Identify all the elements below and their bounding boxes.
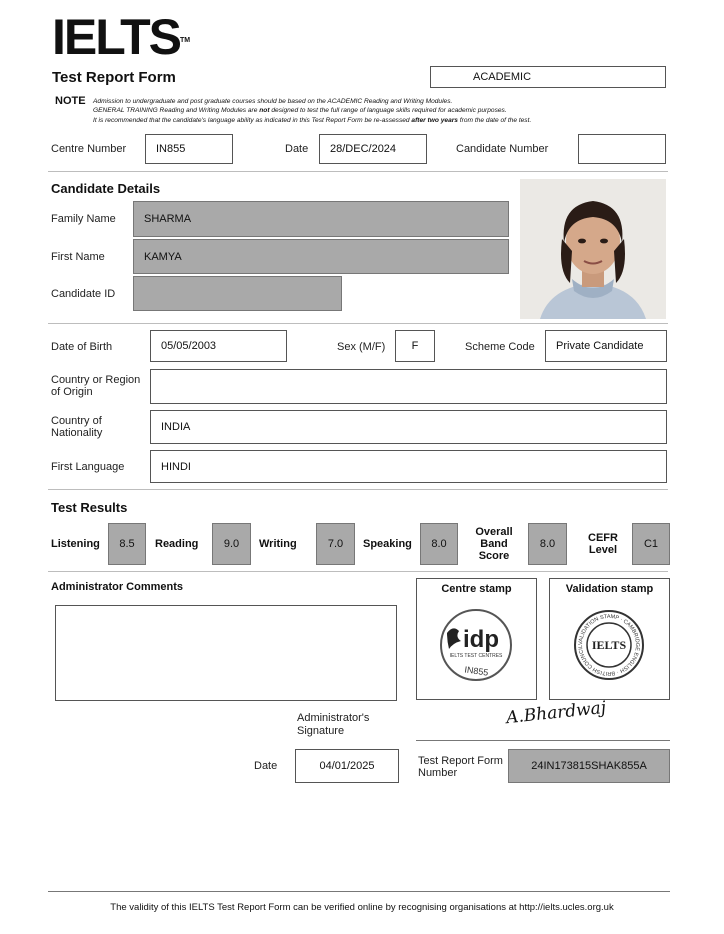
trf-number-label: Test Report Form Number xyxy=(418,755,503,779)
validation-stamp-box xyxy=(549,578,670,700)
listening-label: Listening xyxy=(51,538,100,550)
svg-text:IN855: IN855 xyxy=(463,664,490,678)
first-language-label: First Language xyxy=(51,461,125,473)
reading-label: Reading xyxy=(155,538,199,550)
divider xyxy=(48,571,668,572)
admin-date-label: Date xyxy=(254,760,278,772)
admin-signature: A.Bhardwaj xyxy=(505,697,608,729)
candidate-number-label: Candidate Number xyxy=(456,143,549,155)
cefr-label: CEFR Level xyxy=(588,532,618,556)
note-label: NOTE xyxy=(55,95,86,107)
admin-date-field: 04/01/2025 xyxy=(295,749,399,783)
centre-number-label: Centre Number xyxy=(51,143,127,155)
reading-score: 9.0 xyxy=(212,523,251,565)
svg-text:IELTS TEST CENTRES: IELTS TEST CENTRES xyxy=(449,653,503,659)
listening-score: 8.5 xyxy=(108,523,146,565)
first-name-label: First Name xyxy=(51,251,105,263)
speaking-label: Speaking xyxy=(363,538,412,550)
svg-text:VALIDATION STAMP · CAMBRIDGE E: VALIDATION STAMP · CAMBRIDGE ENGLISH · BRITISH COUNCIL xyxy=(577,613,641,677)
centre-number-field: IN855 xyxy=(145,134,233,164)
divider xyxy=(48,171,668,172)
divider xyxy=(48,489,668,490)
origin-label: Country or Region of Origin xyxy=(51,374,141,398)
nationality-label: Country of Nationality xyxy=(51,415,103,439)
centre-stamp-box xyxy=(416,578,537,700)
svg-text:IELTS: IELTS xyxy=(591,638,627,652)
footer-text: The validity of this IELTS Test Report Form can be verified online by recognising organisations at http://ielts.ucles.org.uk xyxy=(110,902,614,913)
candidate-photo xyxy=(520,179,666,319)
svg-text:idp: idp xyxy=(463,626,499,653)
sex-field: F xyxy=(395,330,435,362)
overall-band-label: Overall Band Score xyxy=(475,526,513,562)
cefr-level: C1 xyxy=(632,523,670,565)
candidate-id-label: Candidate ID xyxy=(51,288,116,300)
overall-band-score: 8.0 xyxy=(528,523,567,565)
test-date-field: 28/DEC/2024 xyxy=(319,134,427,164)
dob-field: 05/05/2003 xyxy=(150,330,287,362)
footer-line xyxy=(48,891,670,892)
candidate-details-heading: Candidate Details xyxy=(51,181,161,196)
scheme-code-field: Private Candidate xyxy=(545,330,667,362)
module-box: ACADEMIC xyxy=(430,66,666,88)
scheme-code-label: Scheme Code xyxy=(465,341,535,353)
signature-line xyxy=(416,740,670,741)
admin-signature-label: Administrator's Signature xyxy=(297,712,370,737)
divider xyxy=(48,323,668,324)
idp-stamp-icon xyxy=(417,603,536,693)
writing-label: Writing xyxy=(259,538,297,550)
family-name-field: SHARMA xyxy=(133,201,509,237)
nationality-field: INDIA xyxy=(150,410,667,444)
trademark: TM xyxy=(179,37,191,44)
test-results-heading: Test Results xyxy=(51,500,128,515)
dob-label: Date of Birth xyxy=(51,341,113,353)
first-language-field: HINDI xyxy=(150,450,667,483)
speaking-score: 8.0 xyxy=(420,523,458,565)
note-text: Admission to undergraduate and post graduate courses should be based on the ACADEMIC Reading and Writing Modules. GENERAL TRAINING Reading and Writing Modules are not designed to test the full range of language skills required for academic purposes. It is recommended that the candidate's language ability as indicated in this Test Report Form be re-assessed after two years from the date of the test. xyxy=(93,98,532,124)
trf-number-field: 24IN173815SHAK855A xyxy=(508,749,670,783)
writing-score: 7.0 xyxy=(316,523,355,565)
ielts-seal-icon xyxy=(550,603,669,693)
first-name-field: KAMYA xyxy=(133,239,509,274)
centre-stamp-label: Centre stamp xyxy=(441,583,512,595)
admin-comments-box xyxy=(55,605,397,701)
family-name-label: Family Name xyxy=(51,213,116,225)
admin-comments-label: Administrator Comments xyxy=(51,581,184,593)
origin-field xyxy=(150,369,667,404)
validation-stamp-label: Validation stamp xyxy=(565,583,654,595)
form-title: Test Report Form xyxy=(52,69,176,86)
date-label: Date xyxy=(285,143,309,155)
candidate-number-field xyxy=(578,134,666,164)
ielts-logo: IELTS™ xyxy=(52,9,191,65)
candidate-id-field xyxy=(133,276,342,311)
sex-label: Sex (M/F) xyxy=(337,341,386,353)
